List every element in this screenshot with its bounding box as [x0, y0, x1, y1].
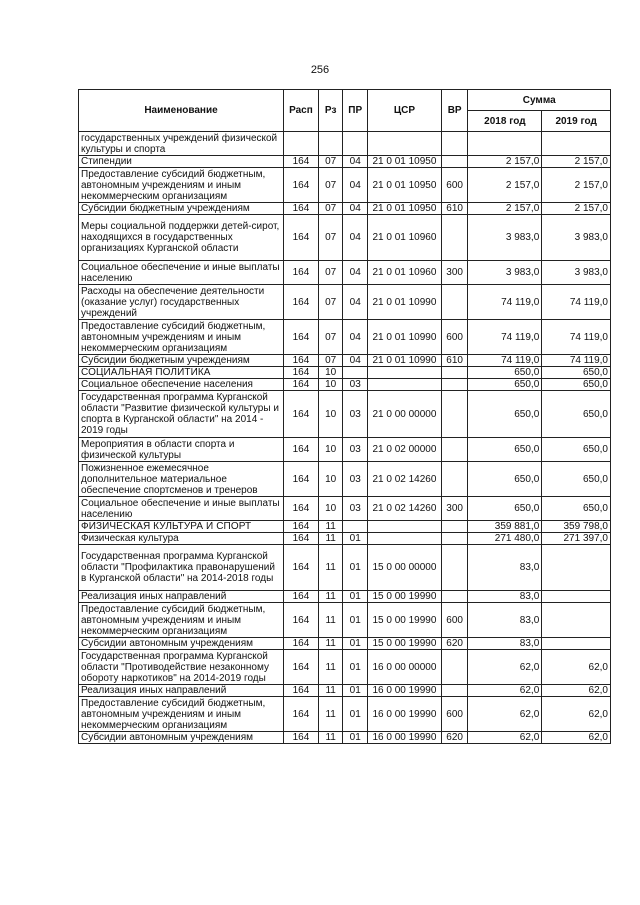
- table-row: [79, 438, 611, 462]
- cell-sum-2019: [542, 638, 611, 650]
- cell-rasp: 164: [284, 156, 319, 168]
- cell-rz: 07: [318, 156, 343, 168]
- cell-csr: 15 0 00 19990: [368, 603, 442, 638]
- cell-pr: 04: [343, 215, 368, 261]
- cell-sum-2018: 2 157,0: [468, 156, 542, 168]
- cell-sum-2018: 359 881,0: [468, 521, 542, 533]
- cell-rasp: 164: [284, 379, 319, 391]
- cell-pr: 03: [343, 379, 368, 391]
- cell-vr: [441, 591, 468, 603]
- cell-rz: 10: [318, 391, 343, 438]
- cell-sum-2019: 650,0: [542, 438, 611, 462]
- cell-pr: [343, 521, 368, 533]
- cell-sum-2018: 2 157,0: [468, 168, 542, 203]
- cell-pr: 03: [343, 438, 368, 462]
- cell-sum-2019: [542, 545, 611, 591]
- cell-vr: 600: [441, 697, 468, 732]
- cell-name: Мероприятия в области спорта и физической культуры: [79, 438, 284, 462]
- cell-sum-2018: 650,0: [468, 438, 542, 462]
- cell-sum-2018: 62,0: [468, 650, 542, 685]
- cell-rz: 10: [318, 438, 343, 462]
- cell-name: Реализация иных направлений: [79, 591, 284, 603]
- cell-sum-2019: 62,0: [542, 697, 611, 732]
- cell-sum-2019: 62,0: [542, 732, 611, 744]
- cell-pr: 04: [343, 320, 368, 355]
- cell-rasp: 164: [284, 533, 319, 545]
- cell-sum-2018: 62,0: [468, 732, 542, 744]
- cell-csr: 21 0 02 14260: [368, 462, 442, 497]
- cell-sum-2018: 62,0: [468, 697, 542, 732]
- cell-vr: 600: [441, 168, 468, 203]
- table-row: [79, 132, 611, 156]
- cell-sum-2019: 650,0: [542, 462, 611, 497]
- cell-rasp: 164: [284, 168, 319, 203]
- cell-vr: 300: [441, 497, 468, 521]
- cell-rz: 07: [318, 320, 343, 355]
- cell-rz: 11: [318, 685, 343, 697]
- cell-name: Государственная программа Курганской области "Противодействие незаконному обороту наркотиков" на 2014-2019 годы: [79, 650, 284, 685]
- cell-rz: 11: [318, 697, 343, 732]
- cell-sum-2018: 650,0: [468, 497, 542, 521]
- cell-sum-2019: [542, 591, 611, 603]
- cell-sum-2019: 359 798,0: [542, 521, 611, 533]
- cell-name: Социальное обеспечение населения: [79, 379, 284, 391]
- cell-name: Предоставление субсидий бюджетным, автономным учреждениям и иным некоммерческим организациям: [79, 697, 284, 732]
- cell-name: СОЦИАЛЬНАЯ ПОЛИТИКА: [79, 367, 284, 379]
- cell-rasp: 164: [284, 261, 319, 285]
- cell-name: Пожизненное ежемесячное дополнительное материальное обеспечение спортсменов и тренеров: [79, 462, 284, 497]
- cell-rasp: [284, 132, 319, 156]
- cell-rz: 10: [318, 379, 343, 391]
- cell-name: Расходы на обеспечение деятельности (оказание услуг) государственных учреждений: [79, 285, 284, 320]
- cell-vr: [441, 379, 468, 391]
- cell-sum-2018: 74 119,0: [468, 320, 542, 355]
- cell-pr: 04: [343, 168, 368, 203]
- cell-vr: [441, 215, 468, 261]
- cell-rz: 11: [318, 545, 343, 591]
- cell-vr: [441, 132, 468, 156]
- cell-rz: 11: [318, 603, 343, 638]
- cell-sum-2018: 2 157,0: [468, 203, 542, 215]
- cell-rasp: 164: [284, 650, 319, 685]
- cell-sum-2019: 3 983,0: [542, 261, 611, 285]
- table-row: [79, 732, 611, 744]
- cell-rasp: 164: [284, 638, 319, 650]
- cell-csr: 21 0 02 14260: [368, 497, 442, 521]
- page-number: 256: [310, 64, 330, 76]
- table-row: [79, 320, 611, 355]
- cell-sum-2018: 3 983,0: [468, 215, 542, 261]
- cell-name: Предоставление субсидий бюджетным, автономным учреждениям и иным некоммерческим организациям: [79, 603, 284, 638]
- cell-sum-2019: 650,0: [542, 497, 611, 521]
- table-row: [79, 697, 611, 732]
- cell-rasp: 164: [284, 591, 319, 603]
- cell-sum-2019: 74 119,0: [542, 320, 611, 355]
- cell-pr: 01: [343, 545, 368, 591]
- cell-sum-2018: 83,0: [468, 638, 542, 650]
- table-row: [79, 355, 611, 367]
- cell-vr: 300: [441, 261, 468, 285]
- cell-csr: 16 0 00 19990: [368, 697, 442, 732]
- cell-vr: [441, 533, 468, 545]
- cell-pr: [343, 367, 368, 379]
- cell-name: Государственная программа Курганской области "Развитие физической культуры и спорта в Курганской области" на 2014 - 2019 годы: [79, 391, 284, 438]
- cell-vr: [441, 367, 468, 379]
- table-row: [79, 685, 611, 697]
- cell-name: Меры социальной поддержки детей-сирот, находящихся в государственных организациях Курганской области: [79, 215, 284, 261]
- cell-name: Предоставление субсидий бюджетным, автономным учреждениям и иным некоммерческим организациям: [79, 320, 284, 355]
- cell-sum-2018: 3 983,0: [468, 261, 542, 285]
- cell-rz: 11: [318, 521, 343, 533]
- cell-sum-2018: 62,0: [468, 685, 542, 697]
- cell-pr: 04: [343, 285, 368, 320]
- table-row: [79, 156, 611, 168]
- cell-name: государственных учреждений физической культуры и спорта: [79, 132, 284, 156]
- cell-pr: 01: [343, 603, 368, 638]
- cell-sum-2019: 62,0: [542, 650, 611, 685]
- cell-rasp: 164: [284, 697, 319, 732]
- cell-sum-2018: 83,0: [468, 591, 542, 603]
- cell-rz: 07: [318, 355, 343, 367]
- table-row: [79, 545, 611, 591]
- table-row: [79, 521, 611, 533]
- cell-rz: 10: [318, 462, 343, 497]
- cell-csr: [368, 367, 442, 379]
- cell-rz: 11: [318, 533, 343, 545]
- cell-rasp: 164: [284, 685, 319, 697]
- cell-name: Предоставление субсидий бюджетным, автономным учреждениям и иным некоммерческим организациям: [79, 168, 284, 203]
- cell-csr: [368, 533, 442, 545]
- cell-vr: [441, 462, 468, 497]
- cell-pr: 01: [343, 533, 368, 545]
- cell-rasp: 164: [284, 497, 319, 521]
- cell-rasp: 164: [284, 320, 319, 355]
- cell-pr: 04: [343, 203, 368, 215]
- header-year-2018: 2018 год: [468, 111, 542, 132]
- cell-rasp: 164: [284, 603, 319, 638]
- cell-sum-2018: 650,0: [468, 462, 542, 497]
- cell-vr: [441, 545, 468, 591]
- cell-vr: [441, 156, 468, 168]
- header-sum: Сумма: [468, 90, 611, 111]
- budget-table: [78, 89, 611, 744]
- cell-rz: 11: [318, 638, 343, 650]
- cell-vr: [441, 685, 468, 697]
- cell-sum-2018: [468, 132, 542, 156]
- cell-csr: 21 0 01 10990: [368, 285, 442, 320]
- cell-csr: 16 0 00 19990: [368, 732, 442, 744]
- cell-name: Субсидии автономным учреждениям: [79, 638, 284, 650]
- cell-pr: 04: [343, 156, 368, 168]
- cell-sum-2019: [542, 603, 611, 638]
- cell-csr: 21 0 01 10950: [368, 203, 442, 215]
- header-rz: Рз: [318, 90, 343, 132]
- cell-sum-2019: [542, 132, 611, 156]
- cell-pr: 04: [343, 355, 368, 367]
- cell-sum-2019: 74 119,0: [542, 285, 611, 320]
- cell-csr: [368, 132, 442, 156]
- cell-pr: 01: [343, 650, 368, 685]
- cell-vr: 620: [441, 638, 468, 650]
- cell-vr: 620: [441, 732, 468, 744]
- cell-sum-2019: 74 119,0: [542, 355, 611, 367]
- cell-name: Социальное обеспечение и иные выплаты населению: [79, 261, 284, 285]
- cell-rasp: 164: [284, 215, 319, 261]
- cell-sum-2019: 271 397,0: [542, 533, 611, 545]
- cell-sum-2018: 650,0: [468, 367, 542, 379]
- table-row: [79, 261, 611, 285]
- cell-name: Субсидии автономным учреждениям: [79, 732, 284, 744]
- cell-name: Субсидии бюджетным учреждениям: [79, 203, 284, 215]
- cell-sum-2018: 650,0: [468, 391, 542, 438]
- cell-sum-2019: 2 157,0: [542, 156, 611, 168]
- table-row: [79, 379, 611, 391]
- cell-csr: 21 0 01 10950: [368, 168, 442, 203]
- header-name: Наименование: [79, 90, 284, 132]
- header-rasp: Расп: [284, 90, 319, 132]
- cell-vr: 600: [441, 603, 468, 638]
- cell-rz: 07: [318, 261, 343, 285]
- cell-pr: 03: [343, 462, 368, 497]
- cell-sum-2018: 650,0: [468, 379, 542, 391]
- cell-sum-2019: 650,0: [542, 391, 611, 438]
- cell-rz: 10: [318, 497, 343, 521]
- cell-rz: 07: [318, 203, 343, 215]
- cell-sum-2019: 3 983,0: [542, 215, 611, 261]
- cell-name: Государственная программа Курганской области "Профилактика правонарушений в Курганской области" на 2014-2018 годы: [79, 545, 284, 591]
- header-pr: ПР: [343, 90, 368, 132]
- header-vr: ВР: [441, 90, 468, 132]
- cell-csr: 16 0 00 19990: [368, 685, 442, 697]
- cell-rz: 07: [318, 215, 343, 261]
- cell-csr: 21 0 02 00000: [368, 438, 442, 462]
- cell-rasp: 164: [284, 203, 319, 215]
- table-row: [79, 603, 611, 638]
- cell-vr: 610: [441, 355, 468, 367]
- cell-name: Субсидии бюджетным учреждениям: [79, 355, 284, 367]
- cell-sum-2018: 74 119,0: [468, 285, 542, 320]
- cell-rz: 07: [318, 168, 343, 203]
- cell-name: Физическая культура: [79, 533, 284, 545]
- cell-vr: [441, 391, 468, 438]
- table-row: [79, 591, 611, 603]
- cell-csr: [368, 379, 442, 391]
- cell-rz: 07: [318, 285, 343, 320]
- table-row: [79, 650, 611, 685]
- cell-pr: 04: [343, 261, 368, 285]
- cell-sum-2019: 650,0: [542, 379, 611, 391]
- table-row: [79, 203, 611, 215]
- cell-pr: 01: [343, 732, 368, 744]
- cell-rasp: 164: [284, 367, 319, 379]
- cell-csr: 21 0 01 10960: [368, 261, 442, 285]
- cell-rasp: 164: [284, 521, 319, 533]
- cell-vr: [441, 521, 468, 533]
- cell-rasp: 164: [284, 391, 319, 438]
- cell-sum-2018: 271 480,0: [468, 533, 542, 545]
- table-row: [79, 168, 611, 203]
- cell-vr: [441, 650, 468, 685]
- cell-name: Стипендии: [79, 156, 284, 168]
- table-row: [79, 497, 611, 521]
- cell-pr: 01: [343, 697, 368, 732]
- cell-rasp: 164: [284, 355, 319, 367]
- cell-sum-2019: 650,0: [542, 367, 611, 379]
- cell-csr: 21 0 01 10960: [368, 215, 442, 261]
- cell-sum-2019: 2 157,0: [542, 203, 611, 215]
- cell-pr: 01: [343, 638, 368, 650]
- cell-rasp: 164: [284, 438, 319, 462]
- cell-pr: 01: [343, 685, 368, 697]
- cell-csr: 15 0 00 19990: [368, 591, 442, 603]
- cell-rasp: 164: [284, 732, 319, 744]
- cell-pr: [343, 132, 368, 156]
- cell-sum-2018: 83,0: [468, 603, 542, 638]
- cell-rz: 11: [318, 650, 343, 685]
- table-body: [79, 132, 611, 744]
- cell-pr: 03: [343, 497, 368, 521]
- cell-vr: 610: [441, 203, 468, 215]
- cell-rasp: 164: [284, 285, 319, 320]
- cell-csr: 15 0 00 19990: [368, 638, 442, 650]
- cell-sum-2018: 83,0: [468, 545, 542, 591]
- cell-vr: [441, 438, 468, 462]
- table-row: [79, 462, 611, 497]
- cell-csr: 21 0 01 10990: [368, 355, 442, 367]
- cell-rasp: 164: [284, 545, 319, 591]
- cell-rz: 11: [318, 732, 343, 744]
- table-row: [79, 391, 611, 438]
- cell-rz: 10: [318, 367, 343, 379]
- table-row: [79, 533, 611, 545]
- cell-rasp: 164: [284, 462, 319, 497]
- cell-sum-2019: 62,0: [542, 685, 611, 697]
- cell-rz: 11: [318, 591, 343, 603]
- cell-csr: 21 0 01 10950: [368, 156, 442, 168]
- cell-csr: 16 0 00 00000: [368, 650, 442, 685]
- header-csr: ЦСР: [368, 90, 442, 132]
- cell-csr: 21 0 01 10990: [368, 320, 442, 355]
- cell-name: Социальное обеспечение и иные выплаты населению: [79, 497, 284, 521]
- cell-rz: [318, 132, 343, 156]
- cell-pr: 01: [343, 591, 368, 603]
- table-row: [79, 215, 611, 261]
- cell-sum-2018: 74 119,0: [468, 355, 542, 367]
- cell-vr: 600: [441, 320, 468, 355]
- cell-csr: 15 0 00 00000: [368, 545, 442, 591]
- cell-name: ФИЗИЧЕСКАЯ КУЛЬТУРА И СПОРТ: [79, 521, 284, 533]
- cell-sum-2019: 2 157,0: [542, 168, 611, 203]
- table-row: [79, 638, 611, 650]
- table-row: [79, 367, 611, 379]
- cell-vr: [441, 285, 468, 320]
- table-row: [79, 285, 611, 320]
- cell-name: Реализация иных направлений: [79, 685, 284, 697]
- cell-pr: 03: [343, 391, 368, 438]
- cell-csr: [368, 521, 442, 533]
- cell-csr: 21 0 00 00000: [368, 391, 442, 438]
- header-year-2019: 2019 год: [542, 111, 611, 132]
